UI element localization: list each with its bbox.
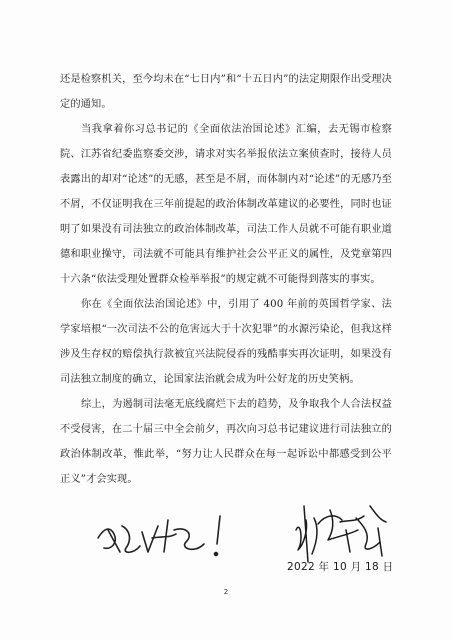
signature-area <box>0 500 452 590</box>
paragraph-continuation: 还是检察机关，至今均未在“七日内”和“十五日内”的法定期限作出受理决定的通知。 <box>60 74 392 110</box>
paragraph-3: 综上，为遏制司法毫无底线腐烂下去的趋势，及争取我个人合法权益不受侵害，在二十届三中全会前夕，再次向习总书记建议进行司法独立的政治体制改革，惟此举，“努力让人民群众在每一起诉讼中都感受到公平正义”才会实现。 <box>60 399 392 485</box>
handwritten-signature-left <box>90 508 240 563</box>
paragraph-1: 当我拿着你习总书记的《全面依法治国论述》汇编，去无锡市检察院、江苏省纪委监察委交涉，请求对实名举报依法立案侦查时，接待人员表露出的却对“论述”的无感，甚至是不屑，而体制内对“论述”的无感乃至不屑，不仅证明我在三年前提起的政治体制改革建议的必要性，同时也证明了如果没有司法独立的政治体制改革，司法工作人员就不可能有职业道德和职业操守，司法就不可能具有维护社会公平正义的属性，及党章第四十六条“依法受理处置群众检举举报”的规定就不可能得到落实的事实。 <box>60 124 392 285</box>
signature-date: 2022 年 10 月 18 日 <box>287 561 394 573</box>
paragraph-2: 你在《全面依法治国论述》中，引用了 400 年前的英国哲学家、法学家培根“一次司法不公的危害远大于十次犯罪”的水源污染论，但我这样涉及生存权的赔偿执行款被宜兴法院侵吞的残酷事实再次证明，如果没有司法独立制度的确立，论国家法治就会成为叶公好龙的历史笑柄。 <box>60 299 392 385</box>
page-number: 2 <box>223 588 229 596</box>
